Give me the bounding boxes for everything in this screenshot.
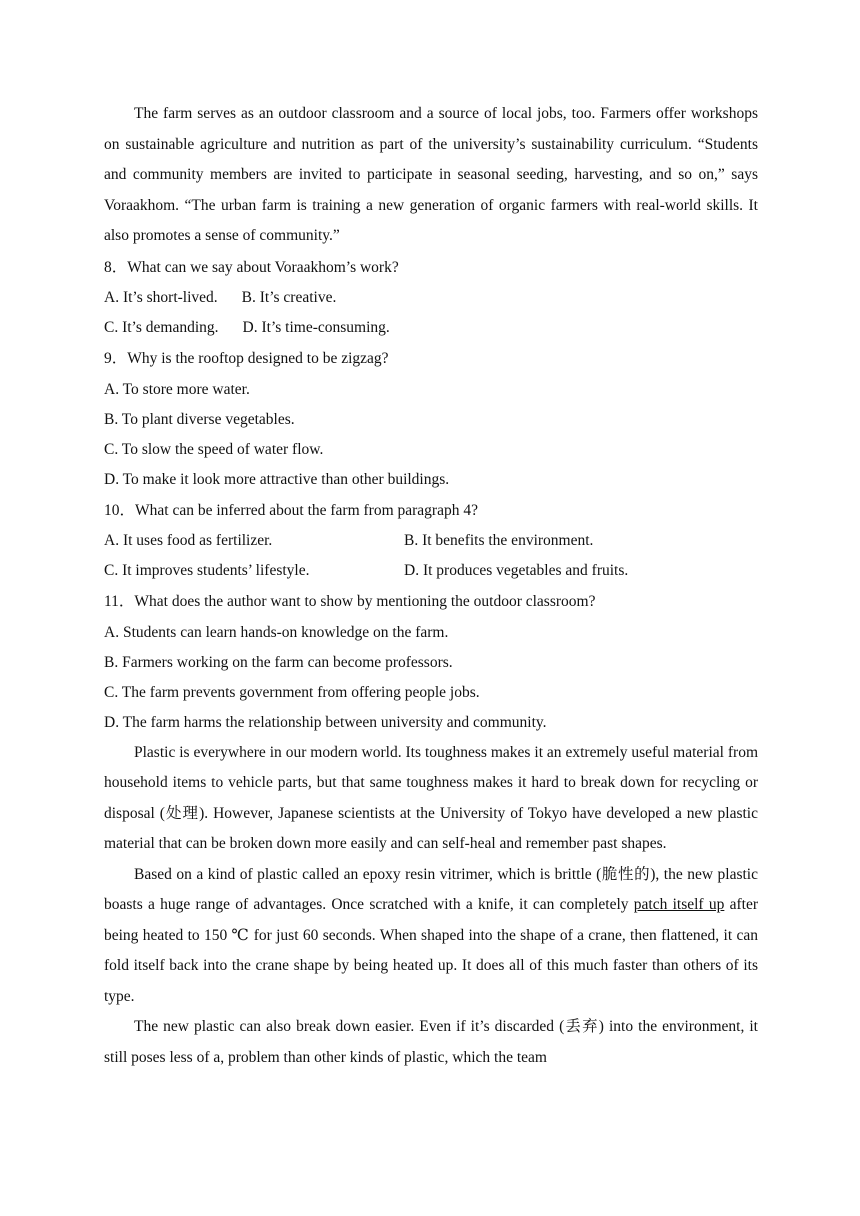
question-10-option-c: C. It improves students’ lifestyle. xyxy=(104,562,310,579)
passage2-paragraph-2-end: after being heated to 150 ℃ for just 60 seconds. When shaped into the shape of a crane, then flattened, it can fold itself back into the crane shape by being heated up. It does all of this much faster than others of its type. xyxy=(104,896,759,1005)
question-8-option-d: D. It’s time-consuming. xyxy=(242,319,390,336)
question-10-option-b: B. It benefits the environment. xyxy=(404,532,594,549)
question-8-option-a: A. It’s short-lived. xyxy=(104,289,218,306)
question-10-option-a: A. It uses food as fertilizer. xyxy=(104,532,273,549)
question-9-option-a: A. To store more water. xyxy=(104,380,250,398)
question-11-option-c: C. The farm prevents government from offering people jobs. xyxy=(104,683,480,701)
question-9-option-d: D. To make it look more attractive than other buildings. xyxy=(104,470,450,488)
passage2-paragraph-2-start: Based on a kind of plastic called an epoxy resin vitrimer, which is brittle (脆性的), the new plastic boasts a huge range of advantages. Once scratched with a knife, it can completely xyxy=(104,865,758,913)
question-9-stem: 9．Why is the rooftop designed to be zigzag? xyxy=(104,350,389,367)
passage1-final-paragraph: The farm serves as an outdoor classroom and a source of local jobs, too. Farmers offer workshops on sustainable agriculture and nutrition as part of the university’s sustainability curriculum. “Students and community members are invited to participate in seasonal seeding, harvesting, and so on,” says Voraakhom. “The urban farm is training a new generation of organic farmers with real-world skills. It also promotes a sense of community.” xyxy=(104,105,758,244)
question-8-option-b: B. It’s creative. xyxy=(241,289,337,306)
passage2-paragraph-2 xyxy=(104,860,758,1013)
question-10-options-row-1 xyxy=(104,526,758,556)
underlined-phrase: patch itself up xyxy=(633,896,725,913)
question-11-option-d: D. The farm harms the relationship between university and community. xyxy=(104,713,547,731)
passage2-paragraph-3: The new plastic can also break down easier. Even if it’s discarded (丢弃) into the environment, it still poses less of a, problem than other kinds of plastic, which the team xyxy=(104,1018,758,1066)
question-8-options-row-1 xyxy=(104,283,758,313)
question-10-option-d: D. It produces vegetables and fruits. xyxy=(404,562,629,579)
question-11-option-b: B. Farmers working on the farm can become professors. xyxy=(104,653,453,671)
question-8-stem: 8．What can we say about Voraakhom’s work? xyxy=(104,258,399,276)
question-9-option-b: B. To plant diverse vegetables. xyxy=(104,410,295,428)
question-9-option-c: C. To slow the speed of water flow. xyxy=(104,440,324,458)
document-page xyxy=(104,99,758,1073)
question-8-options-row-2 xyxy=(104,313,758,343)
passage2-paragraph-1: Plastic is everywhere in our modern world. Its toughness makes it an extremely useful material from household items to vehicle parts, but that same toughness makes it hard to break down for recycling or disposal (处理). However, Japanese scientists at the University of Tokyo have developed a new plastic material that can be broken down more easily and can self-heal and remember past shapes. xyxy=(104,743,758,852)
question-8-option-c: C. It’s demanding. xyxy=(104,319,219,336)
question-10-stem: 10．What can be inferred about the farm from paragraph 4? xyxy=(104,501,478,519)
question-10-options-row-2 xyxy=(104,556,758,586)
question-11-option-a: A. Students can learn hands-on knowledge on the farm. xyxy=(104,623,449,641)
question-11-stem: 11．What does the author want to show by mentioning the outdoor classroom? xyxy=(104,593,596,610)
